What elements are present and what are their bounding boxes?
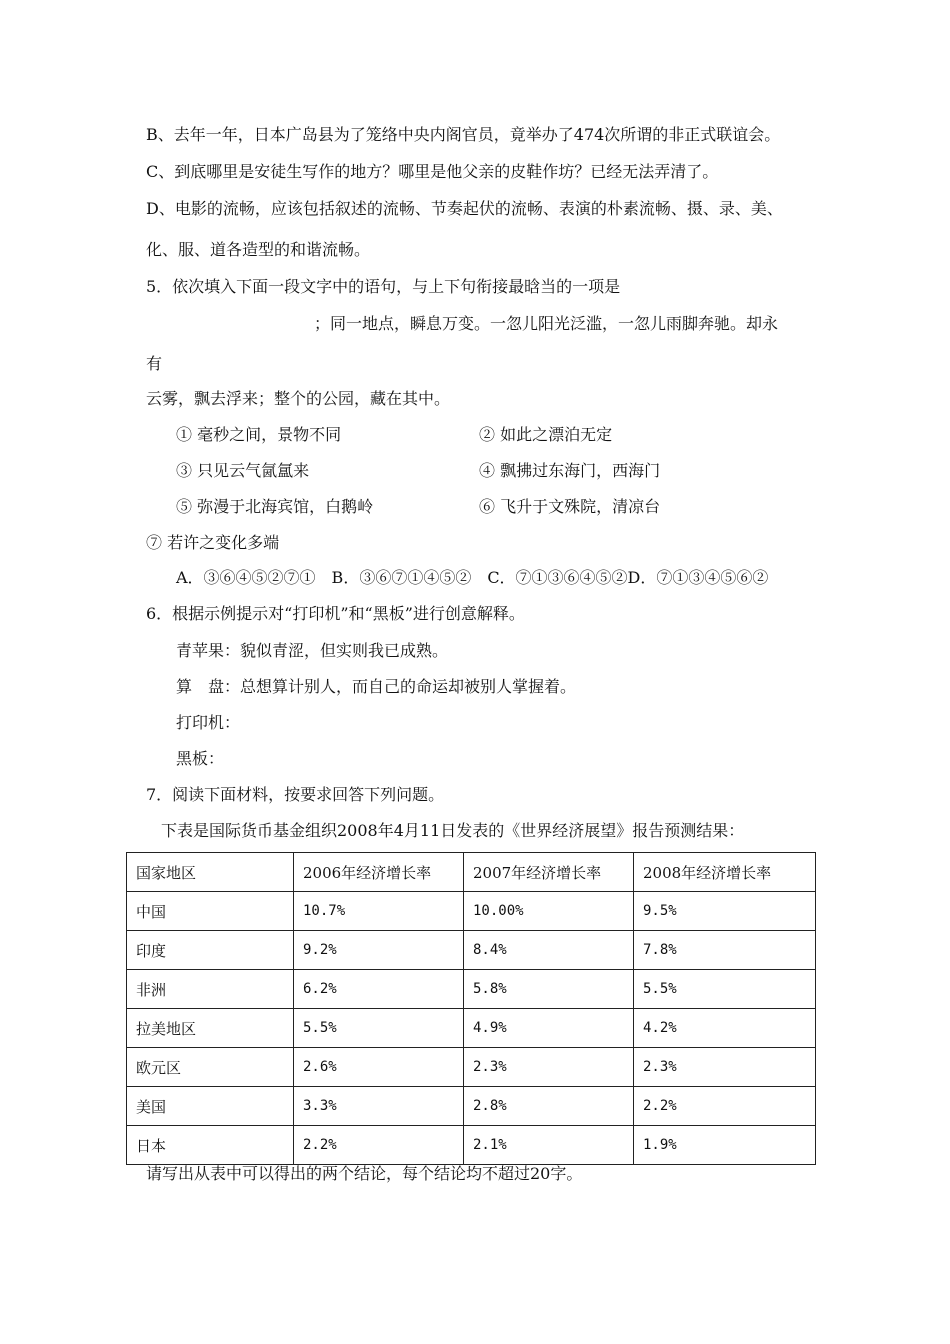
- q5-item-5: ⑤ 弥漫于北海宾馆，白鹅岭: [176, 497, 374, 516]
- q6-prompt-blackboard: 黑板：: [176, 749, 225, 768]
- table-cell: 5.8%: [464, 970, 634, 1009]
- table-cell: 8.4%: [464, 931, 634, 970]
- table-header-cell: 国家地区: [127, 853, 294, 892]
- table-cell-region: 中国: [127, 892, 294, 931]
- question-5-passage-line-2: 有: [146, 354, 163, 373]
- table-cell-region: 欧元区: [127, 1048, 294, 1087]
- table-cell: 2.3%: [634, 1048, 816, 1087]
- question-7-stem: 7．阅读下面材料，按要求回答下列问题。: [146, 785, 445, 804]
- table-row: [127, 1087, 816, 1126]
- q7-intro: 下表是国际货币基金组织2008年4月11日发表的《世界经济展望》报告预测结果：: [161, 821, 745, 840]
- question-5-passage-line-3: 云雾，飘去浮来；整个的公园，藏在其中。: [146, 389, 451, 408]
- q5-item-6: ⑥ 飞升于文殊院，清凉台: [479, 497, 661, 516]
- table-row: [127, 931, 816, 970]
- q5-item-3: ③ 只见云气氤氲来: [176, 461, 310, 480]
- q6-example-1: 青苹果：貌似青涩，但实则我已成熟。: [176, 641, 449, 660]
- table-cell: 10.7%: [294, 892, 464, 931]
- table-cell: 9.2%: [294, 931, 464, 970]
- table-cell: 5.5%: [634, 970, 816, 1009]
- table-cell: 9.5%: [634, 892, 816, 931]
- table-header-cell: 2008年经济增长率: [634, 853, 816, 892]
- option-c: C、到底哪里是安徒生写作的地方？哪里是他父亲的皮鞋作坊？已经无法弄清了。: [146, 162, 719, 181]
- table-cell: 5.5%: [294, 1009, 464, 1048]
- growth-rate-table: [126, 852, 816, 1165]
- table-cell: 7.8%: [634, 931, 816, 970]
- question-5-passage-line-1: ；同一地点，瞬息万变。一忽儿阳光泛滥，一忽儿雨脚奔驰。却永: [314, 314, 779, 333]
- table-cell-region: 拉美地区: [127, 1009, 294, 1048]
- table-cell-region: 印度: [127, 931, 294, 970]
- q5-item-7: ⑦ 若许之变化多端: [146, 533, 280, 552]
- table-cell: 2.1%: [464, 1126, 634, 1165]
- option-d-continued: 化、服、道各造型的和谐流畅。: [146, 240, 371, 259]
- q7-task: 请写出从表中可以得出的两个结论，每个结论均不超过20字。: [146, 1164, 583, 1183]
- table-header-cell: 2006年经济增长率: [294, 853, 464, 892]
- table-cell: 10.00%: [464, 892, 634, 931]
- table-cell: 2.2%: [294, 1126, 464, 1165]
- q5-item-2: ② 如此之漂泊无定: [479, 425, 613, 444]
- table-cell: 1.9%: [634, 1126, 816, 1165]
- table-cell: 2.8%: [464, 1087, 634, 1126]
- q5-item-4: ④ 飘拂过东海门，西海门: [479, 461, 661, 480]
- table-cell-region: 日本: [127, 1126, 294, 1165]
- table-cell-region: 非洲: [127, 970, 294, 1009]
- table-cell: 4.9%: [464, 1009, 634, 1048]
- table-row: [127, 892, 816, 931]
- table-cell: 2.2%: [634, 1087, 816, 1126]
- q6-example-2: 算 盘：总想算计别人，而自己的命运却被别人掌握着。: [176, 677, 577, 696]
- table-row: [127, 1126, 816, 1165]
- table-cell: 6.2%: [294, 970, 464, 1009]
- table-row: [127, 1009, 816, 1048]
- option-d: D、电影的流畅，应该包括叙述的流畅、节奏起伏的流畅、表演的朴素流畅、摄、录、美、: [146, 199, 783, 218]
- table-row: [127, 1048, 816, 1087]
- q5-item-1: ① 毫秒之间，景物不同: [176, 425, 342, 444]
- q5-answer-choices: A．③⑥④⑤②⑦① B．③⑥⑦①④⑤② C．⑦①③⑥④⑤②D．⑦①③④⑤⑥②: [176, 568, 769, 587]
- table-header-cell: 2007年经济增长率: [464, 853, 634, 892]
- table-cell: 2.3%: [464, 1048, 634, 1087]
- table-header-row: [127, 853, 816, 892]
- table-cell: 3.3%: [294, 1087, 464, 1126]
- question-5-stem: 5．依次填入下面一段文字中的语句，与上下句衔接最晗当的一项是: [146, 277, 621, 296]
- table-cell: 2.6%: [294, 1048, 464, 1087]
- table-cell: 4.2%: [634, 1009, 816, 1048]
- table-row: [127, 970, 816, 1009]
- q6-prompt-printer: 打印机：: [176, 713, 241, 732]
- question-6-stem: 6．根据示例提示对“打印机”和“黑板”进行创意解释。: [146, 604, 525, 623]
- option-b: B、去年一年，日本广岛县为了笼络中央内阁官员，竟举办了474次所谓的非正式联谊会。: [146, 125, 781, 144]
- table-cell-region: 美国: [127, 1087, 294, 1126]
